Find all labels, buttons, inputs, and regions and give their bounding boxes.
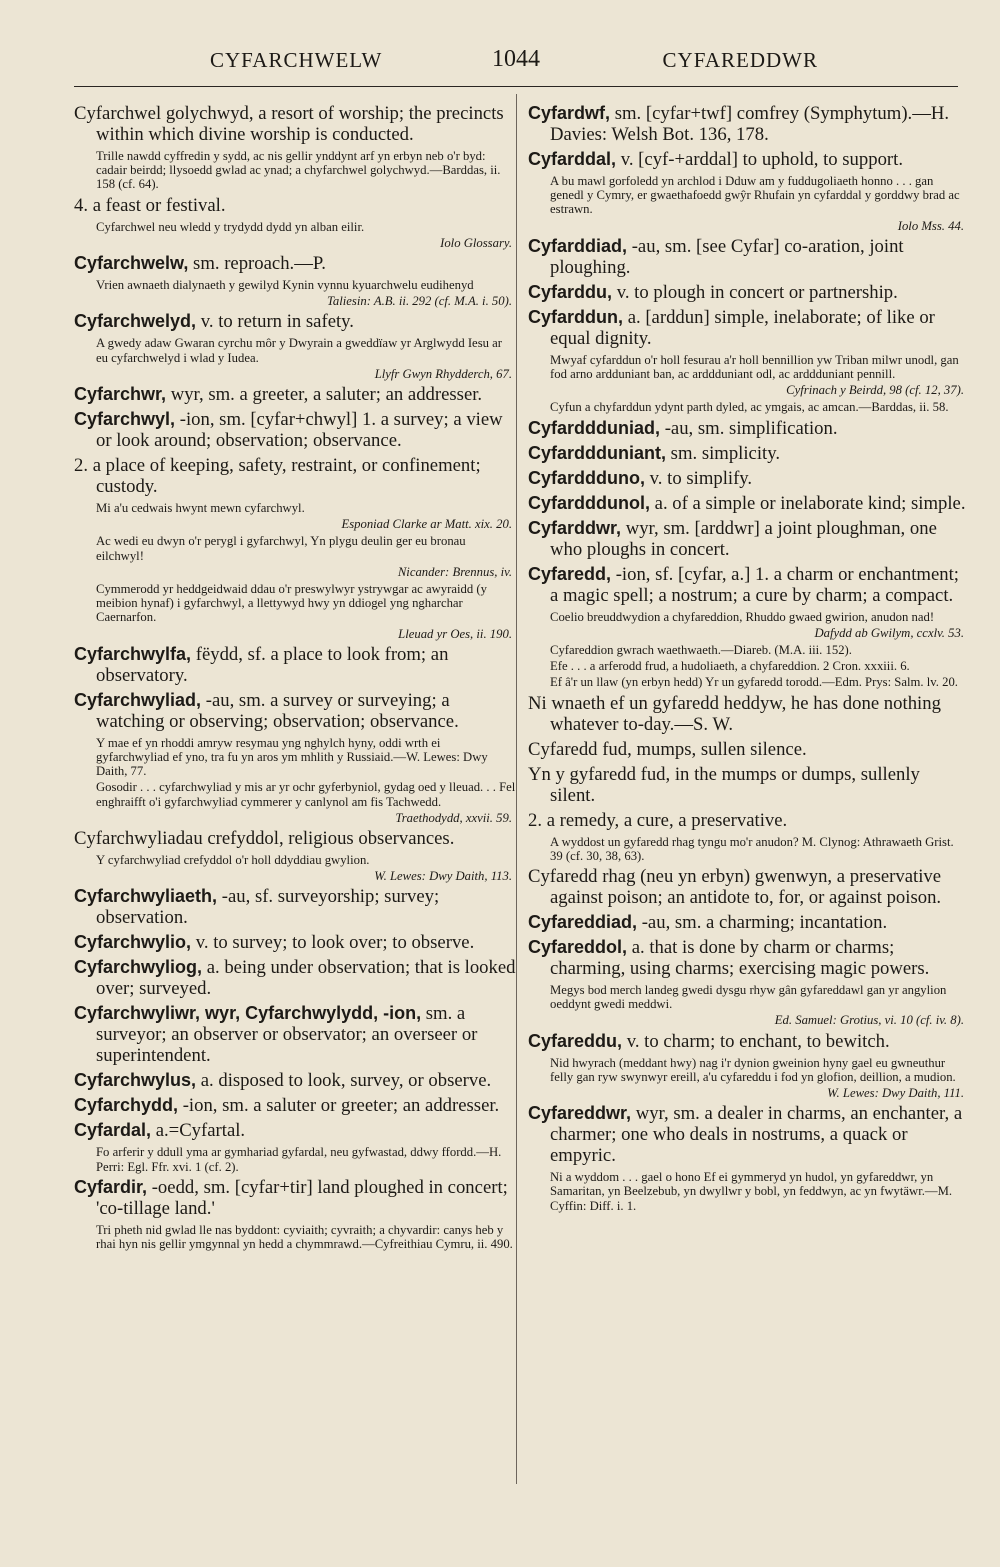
headword: Cyfarddduno, xyxy=(528,467,645,488)
quotation: Y mae ef yn rhoddi amryw resymau yng nghylch hyny, oddi wrth ei gyfarchwyliad ef yno, tra fu yn aros ym mhlith y Russiaid.—W. Lewes: Dwy Daith, 77. xyxy=(96,735,488,779)
definition: sm. reproach.—P. xyxy=(193,253,326,275)
dictionary-entry xyxy=(74,311,516,332)
definition: v. [cyf-+arddal] to uphold, to support. xyxy=(620,149,904,170)
sense-text: Cyfaredd fud, mumps, sullen silence. xyxy=(528,738,807,760)
quotation: Tri pheth nid gwlad lle nas byddont: cyviaith; cyvraith; a chyvardir: canys heb y rhai hyn nis gellir ymgynnal yn hedd a chymmrawd.—Cyfreithiau Cymru, ii. 490. xyxy=(96,1222,513,1252)
sense-text: 4. a feast or festival. xyxy=(74,194,226,216)
dictionary-entry xyxy=(74,1177,516,1219)
column-divider xyxy=(516,94,517,1484)
dictionary-entry xyxy=(74,409,516,451)
dictionary-entry xyxy=(528,307,968,349)
definition: v. to survey; to look over; to observe. xyxy=(195,932,475,954)
dictionary-entry xyxy=(528,1103,968,1166)
citation: Iolo Glossary. xyxy=(440,235,512,250)
citation: Esponiad Clarke ar Matt. xix. 20. xyxy=(341,517,512,532)
quotation: Cyfarchwel neu wledd y trydydd dydd yn alban eilir. xyxy=(96,219,365,234)
quotation: A gwedy adaw Gwaran cyrchu môr y Dwyrain a gweddïaw yr Arglwydd Iesu ar eu cyfarchwelyd i wlad y Iudea. xyxy=(96,336,502,365)
definition: a. disposed to look, survey, or observe. xyxy=(200,1070,492,1092)
left-column xyxy=(74,100,516,1253)
citation: W. Lewes: Dwy Daith, 113. xyxy=(374,869,512,884)
headword: Cyfarddwr, xyxy=(528,517,622,538)
definition: sm. [cyfar+twf] comfrey (Symphytum).—H. Davies: Welsh Bot. 136, 178. xyxy=(550,103,950,145)
headword: Cyfardir, xyxy=(74,1176,148,1197)
quotation: Mi a'u cedwais hwynt mewn cyfarchwyl. xyxy=(96,501,305,516)
dictionary-entry xyxy=(528,518,968,560)
quotation: Fo arferir y ddull yma ar gymhariad gyfardal, neu gyfwastad, ddwy ffordd.—H. Perri: Egl. Ffr. xvi. 1 (cf. 2). xyxy=(96,1145,502,1174)
quotation: A wyddost un gyfaredd rhag tyngu mo'r anudon? M. Clynog: Athrawaeth Grist. 39 (cf. 30, 38, 63). xyxy=(550,834,954,863)
quotation: Ni a wyddom . . . gael o hono Ef ei gymmeryd yn hudol, yn gyfareddwr, yn Samaritan, yn Beelzebub, yn dwyllwr y bobl, yn feddwyn, ac yn fwytäwr.—M. Cyffin: Diff. i. 1. xyxy=(550,1170,953,1213)
headword: Cyfarddu, xyxy=(528,281,613,302)
quotation: Efe . . . a arferodd frud, a hudoliaeth, a chyfareddion. 2 Cron. xxxiii. 6. xyxy=(550,659,910,674)
dictionary-entry xyxy=(74,1120,516,1141)
definition: fëydd, sf. a place to look from; an observatory. xyxy=(96,643,449,686)
citation: Cyfrinach y Beirdd, 98 (cf. 12, 37). xyxy=(786,383,964,398)
quotation: Cyfareddion gwrach waethwaeth.—Diareb. (M.A. iii. 152). xyxy=(550,643,852,658)
headword: Cyfarddal, xyxy=(528,149,617,169)
dictionary-entry xyxy=(528,564,968,606)
quotation: Ac wedi eu dwyn o'r perygl i gyfarchwyl, Yn plygu deulin ger eu bronau eilchwyl! xyxy=(96,534,466,563)
dictionary-entry xyxy=(528,149,968,170)
dictionary-entry xyxy=(528,493,968,514)
sense-text: Yn y gyfaredd fud, in the mumps or dumps, sullenly silent. xyxy=(528,763,920,806)
dictionary-entry xyxy=(528,443,968,464)
dictionary-entry xyxy=(528,468,968,489)
headword: Cyfarchwyliaeth, xyxy=(74,886,218,907)
definition: wyr, sm. a dealer in charms, an enchanter, a charmer; one who deals in nostrums, a quack or empyric. xyxy=(550,1103,963,1167)
headword: Cyfarddduniant, xyxy=(528,442,666,463)
headword: Cyfardwf, xyxy=(528,103,611,123)
quotation: Y cyfarchwyliad crefyddol o'r holl ddyddiau gwylion. xyxy=(96,853,370,868)
dictionary-entry xyxy=(528,418,968,439)
dictionary-entry xyxy=(74,957,516,999)
citation: Lleuad yr Oes, ii. 190. xyxy=(398,626,512,641)
headword: Cyfarchwylio, xyxy=(74,932,192,953)
dictionary-entry xyxy=(74,253,516,274)
dictionary-entry xyxy=(528,282,968,303)
headword: Cyfareddol, xyxy=(528,937,628,958)
definition: sm. simplicity. xyxy=(670,442,781,464)
dictionary-entry xyxy=(74,384,516,405)
quotation: Trille nawdd cyffredin y sydd, ac nis gellir ynddynt arf yn erbyn neb o'r byd: cadair beirdd; llysoedd gwlad ac ynad; a chyfarchwel golychwyd.—Barddas, ii. 158 (cf. 64). xyxy=(96,149,501,192)
sense-text: 2. a remedy, a cure, a preservative. xyxy=(528,809,788,831)
sense-text: Cyfarchwyliadau crefyddol, religious observances. xyxy=(74,828,455,850)
definition: -au, sm. a survey or surveying; a watching or observing; observation; observance. xyxy=(96,689,459,732)
definition: a.=Cyfartal. xyxy=(155,1120,246,1142)
definition: v. to return in safety. xyxy=(200,311,354,333)
definition: -ion, sf. [cyfar, a.] 1. a charm or enchantment; a magic spell; a nostrum; a cure by charm; a compact. xyxy=(550,563,959,606)
definition: a. being under observation; that is looked over; surveyed. xyxy=(96,957,516,1000)
headword: Cyfarchwyliwr, wyr, Cyfarchwylydd, -ion, xyxy=(74,1003,422,1024)
sense-text: Cyfarchwel golychwyd, a resort of worship; the precincts within which divine worship is conducted. xyxy=(74,103,504,145)
definition: v. to plough in concert or partnership. xyxy=(616,281,898,303)
header-left-guideword: CYFARCHWELW xyxy=(210,48,383,72)
quotation: Coelio breuddwydion a chyfareddion, Rhuddo gwaed gwirion, anudon nad! xyxy=(550,609,935,624)
definition: -au, sm. [see Cyfar] co-aration, joint ploughing. xyxy=(550,235,904,278)
quotation: Gosodir . . . cyfarchwyliad y mis ar yr ochr gyferbyniol, gydag oed y lleuad. . . Fel enghraifft o'i gyfarchwyliad cymmerer y canlynol am fis Tachwedd. xyxy=(96,780,516,809)
headword: Cyfarchwyl, xyxy=(74,409,176,430)
dictionary-entry xyxy=(528,937,968,979)
headword: Cyfareddwr, xyxy=(528,1103,632,1124)
dictionary-entry xyxy=(528,1031,968,1052)
headword: Cyfaredd, xyxy=(528,563,612,584)
quotation: Mwyaf cyfarddun o'r holl fesurau a'r holl bennillion yw Triban milwr unodl, gan fod arno ardduniant ban, ac arddduniant odl, ac arddduniant pennill. xyxy=(550,352,959,382)
definition: -au, sf. surveyorship; survey; observation. xyxy=(96,886,440,929)
quotation: A bu mawl gorfoledd yn archlod i Dduw am y fuddugoliaeth honno . . . gan genedl y Cymry, er gwaethafoedd gwŷr Rhufain yn cyfarddal y gorddwy brad ac estrawn. xyxy=(550,174,960,217)
citation: Iolo Mss. 44. xyxy=(897,218,964,233)
definition: -ion, sm. [cyfar+chwyl] 1. a survey; a view or look around; observation; observance. xyxy=(96,409,503,452)
dictionary-entry xyxy=(74,644,516,686)
dictionary-entry xyxy=(74,1095,516,1116)
citation: Ed. Samuel: Grotius, vi. 10 (cf. iv. 8). xyxy=(774,1013,964,1028)
dictionary-entry xyxy=(528,236,968,278)
citation: Traethodydd, xxvii. 59. xyxy=(395,810,512,825)
dictionary-entry xyxy=(74,690,516,732)
headword: Cyfarchwylus, xyxy=(74,1070,197,1091)
headword: Cyfareddiad, xyxy=(528,912,638,933)
headword: Cyfardddunol, xyxy=(528,492,650,513)
definition: v. to simplify. xyxy=(649,467,753,489)
quotation: Vrien awnaeth dialynaeth y gewilyd Kynin vynnu kyuarchwelu eudihenyd xyxy=(96,278,474,293)
headword: Cyfarddun, xyxy=(528,306,624,327)
headword: Cyfarchwyliog, xyxy=(74,957,203,978)
header-rule xyxy=(74,86,958,87)
definition: -ion, sm. a saluter or greeter; an addresser. xyxy=(182,1095,500,1117)
citation: W. Lewes: Dwy Daith, 111. xyxy=(827,1086,964,1101)
definition: sm. a surveyor; an observer or observator; an overseer or superintendent. xyxy=(96,1003,478,1067)
definition: -au, sm. simplification. xyxy=(664,417,838,439)
headword: Cyfarchwr, xyxy=(74,384,167,405)
citation: Taliesin: A.B. ii. 292 (cf. M.A. i. 50). xyxy=(326,294,512,309)
headword: Cyfardal, xyxy=(74,1120,152,1141)
headword: Cyfarchydd, xyxy=(74,1095,179,1116)
headword: Cyfarchwyliad, xyxy=(74,689,202,710)
headword: Cyfareddu, xyxy=(528,1030,623,1051)
quotation: Cymmerodd yr heddgeidwaid ddau o'r preswylwyr ystrywgar ac awyraidd (y meibion hynaf) i gyfarchwyl, a llettywyd hwy yn ddiogel yng ngharchar Caernarfon. xyxy=(96,582,487,625)
headword: Cyfarchwylfa, xyxy=(74,643,192,664)
headword: Cyfarchwelyd, xyxy=(74,311,197,332)
headword: Cyfarchwelw, xyxy=(74,253,189,274)
citation: Dafydd ab Gwilym, ccxlv. 53. xyxy=(814,625,964,640)
quotation: Ef â'r un llaw (yn erbyn hedd) Yr un gyfaredd torodd.—Edm. Prys: Salm. lv. 20. xyxy=(550,675,958,690)
definition: v. to charm; to enchant, to bewitch. xyxy=(626,1030,890,1052)
dictionary-entry xyxy=(74,1003,516,1066)
quotation: Cyfun a chyfarddun ydynt parth dyled, ac ymgais, ac amcan.—Barddas, ii. 58. xyxy=(550,400,949,415)
headword: Cyfarddduniad, xyxy=(528,417,661,438)
definition: -au, sm. a charming; incantation. xyxy=(641,912,888,934)
definition: a. of a simple or inelaborate kind; simple. xyxy=(654,492,966,514)
sense-text: Cyfaredd rhag (neu yn erbyn) gwenwyn, a preservative against poison; an antidote to, for, or against poison. xyxy=(528,866,942,909)
definition: a. [arddun] simple, inelaborate; of like or equal dignity. xyxy=(550,306,935,349)
quotation: Megys bod merch landeg gwedi dysgu rhyw gân gyfareddawl gan yr angylion oeddynt gwedi meddwi. xyxy=(550,983,947,1012)
sense-text: Ni wnaeth ef un gyfaredd heddyw, he has done nothing whatever to-day.—S. W. xyxy=(528,692,941,735)
citation: Llyfr Gwyn Rhydderch, 67. xyxy=(374,366,512,381)
dictionary-entry xyxy=(74,932,516,953)
dictionary-entry xyxy=(74,1070,516,1091)
definition: a. that is done by charm or charms; charming, using charms; exercising magic powers. xyxy=(550,937,930,980)
dictionary-entry xyxy=(528,103,968,145)
sense-text: 2. a place of keeping, safety, restraint, or confinement; custody. xyxy=(74,455,481,498)
definition: wyr, sm. [arddwr] a joint ploughman, one who ploughs in concert. xyxy=(550,517,937,560)
dictionary-entry xyxy=(74,886,516,928)
headword: Cyfarddiad, xyxy=(528,235,628,256)
definition: wyr, sm. a greeter, a saluter; an addresser. xyxy=(170,384,483,406)
definition: -oedd, sm. [cyfar+tir] land ploughed in concert; 'co-tillage land.' xyxy=(96,1176,508,1219)
right-column xyxy=(528,100,968,1215)
dictionary-entry xyxy=(528,912,968,933)
running-head xyxy=(74,44,956,78)
page-number: 1044 xyxy=(492,46,540,72)
header-right-guideword: CYFAREDDWR xyxy=(662,48,818,72)
quotation: Nid hwyrach (meddant hwy) nag i'r dynion gweinion hyny gael eu gwneuthur felly gan ryw swynwyr ereill, a'u cyfareddu i fod yn glofion, deillion, a mudion. xyxy=(550,1055,956,1084)
citation: Nicander: Brennus, iv. xyxy=(397,564,512,579)
